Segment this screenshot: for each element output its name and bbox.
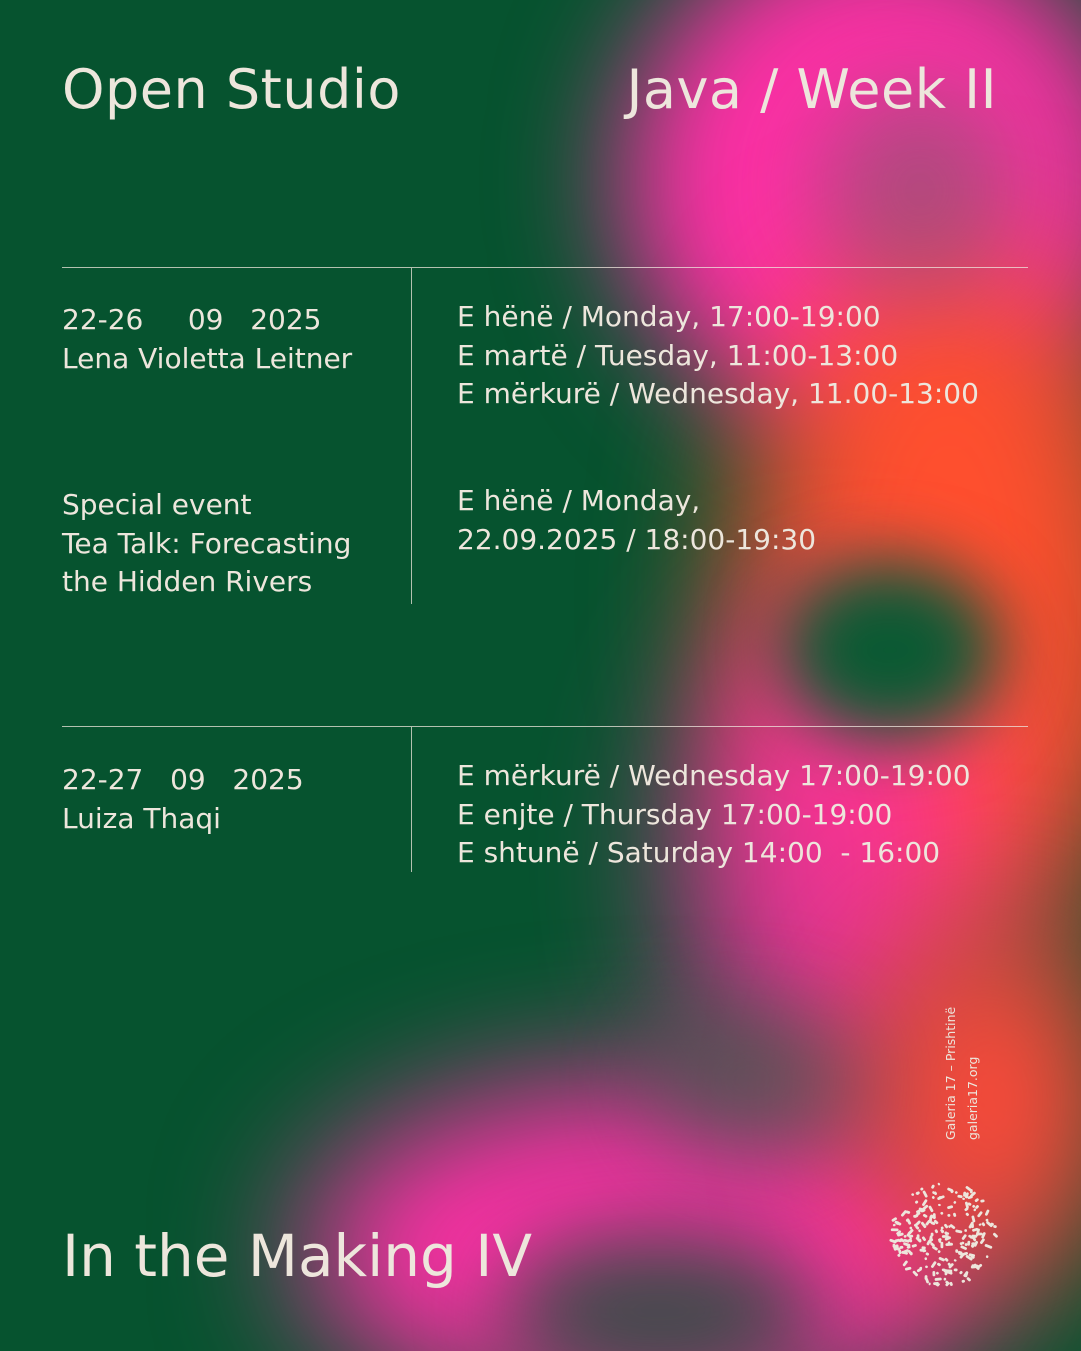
poster-title-left: Open Studio — [62, 58, 401, 121]
venue-credits — [940, 1007, 984, 1140]
special-event-info — [62, 486, 351, 602]
schedule-line: E enjte / Thursday 17:00-19:00 — [457, 797, 893, 831]
special-event-title: the Hidden Rivers — [62, 565, 313, 598]
schedule-line: E shtunë / Saturday 14:00 - 16:00 — [457, 836, 941, 869]
schedule-line: E mërkurë / Wednesday 17:00-19:00 — [457, 759, 971, 792]
venue-website: galeria17.org — [965, 1056, 980, 1140]
special-event-time — [457, 482, 816, 559]
block2-schedule — [457, 757, 971, 873]
schedule-line: E mërkurë / Wednesday, 11.00-13:00 — [457, 377, 979, 410]
block2-dates: 22-27 09 2025 — [62, 763, 304, 796]
block1-artist: Lena Violetta Leitner — [62, 341, 353, 375]
column-divider-2 — [411, 727, 412, 872]
block1-dates: 22-26 09 2025 — [62, 303, 322, 336]
special-event-day: E hënë / Monday, — [457, 484, 701, 517]
schedule-line: E hënë / Monday, 17:00-19:00 — [457, 300, 881, 333]
block2-artist: Luiza Thaqi — [62, 801, 221, 835]
block2-info — [62, 761, 304, 838]
exhibition-title: In the Making IV — [62, 1222, 533, 1290]
block1-schedule — [457, 298, 979, 414]
special-event-title: Tea Talk: Forecasting — [62, 526, 352, 560]
galeria17-logo-icon — [887, 1177, 1001, 1291]
poster-title-right: Java / Week II — [626, 58, 997, 121]
schedule-line: E martë / Tuesday, 11:00-13:00 — [457, 338, 899, 372]
venue-name: Galeria 17 – Prishtinë — [943, 1006, 958, 1140]
divider-top — [62, 267, 1028, 268]
divider-middle — [62, 726, 1028, 727]
block1-info — [62, 301, 352, 378]
column-divider-1 — [411, 268, 412, 604]
special-event-datetime: 22.09.2025 / 18:00-19:30 — [457, 522, 817, 556]
special-event-label: Special event — [62, 488, 252, 521]
